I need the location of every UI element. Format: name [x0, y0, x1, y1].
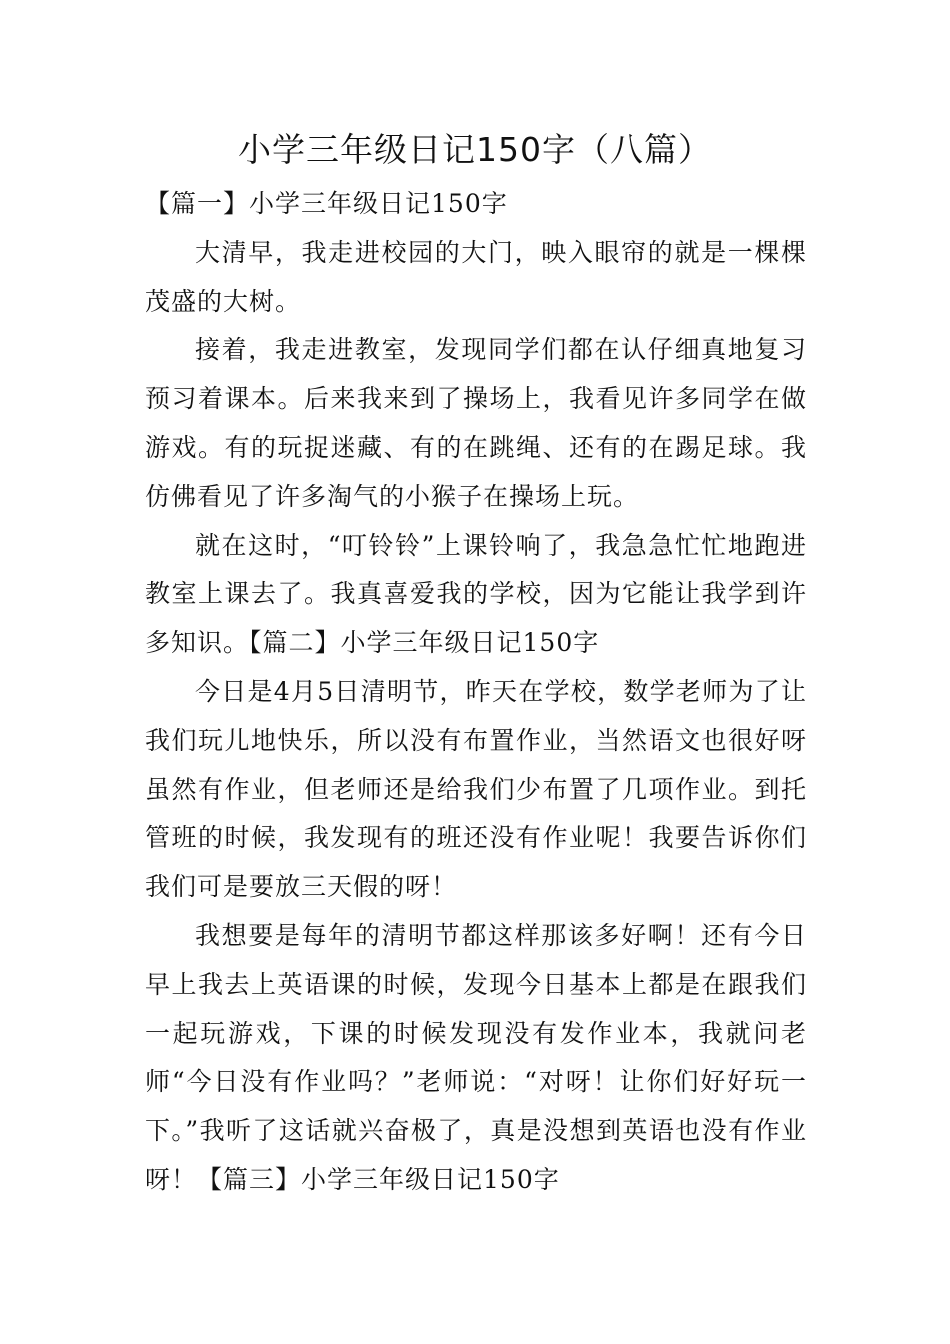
paragraph-3-text: 就在这时，“叮铃铃”上课铃响了，我急急忙忙地跑进教室上课去了。我真喜爱我的学校，因为它能让我学到许多知识。	[145, 530, 807, 658]
paragraph-2: 接着，我走进教室，发现同学们都在认仔细真地复习预习着课本。后来我来到了操场上，我看见许多同学在做游戏。有的玩捉迷藏、有的在跳绳、还有的在踢足球。我仿佛看见了许多淘气的小猴子在操场上玩。	[145, 335, 807, 511]
section-heading-2: 【篇二】小学三年级日记150字	[249, 628, 600, 658]
paragraph-5-text: 我想要是每年的清明节都这样那该多好啊！还有今日早上我去上英语课的时候，发现今日基本上都是在跟我们一起玩游戏，下课的时候发现没有发作业本，我就问老师“今日没有作业吗？”老师说：“对呀！让你们好好玩一下。”我听了这话就兴奋极了，真是没想到英语也没有作业呀！	[145, 920, 807, 1194]
document-title: 小学三年级日记150字（八篇）	[238, 130, 712, 169]
section-heading-1: 【篇一】小学三年级日记150字	[145, 189, 508, 218]
paragraph-5	[145, 912, 807, 1205]
paragraph-3	[145, 522, 807, 668]
paragraph-4: 今日是4月5日清明节，昨天在学校，数学老师为了让我们玩儿地快乐，所以没有布置作业，当然语文也很好呀虽然有作业，但老师还是给我们少布置了几项作业。到托管班的时候，我发现有的班还没有作业呢！我要告诉你们我们可是要放三天假的呀！	[145, 676, 807, 902]
document-body	[145, 180, 807, 1205]
paragraph-1: 大清早，我走进校园的大门，映入眼帘的就是一棵棵茂盛的大树。	[145, 237, 807, 316]
section-heading-3: 【篇三】小学三年级日记150字	[197, 1164, 560, 1194]
